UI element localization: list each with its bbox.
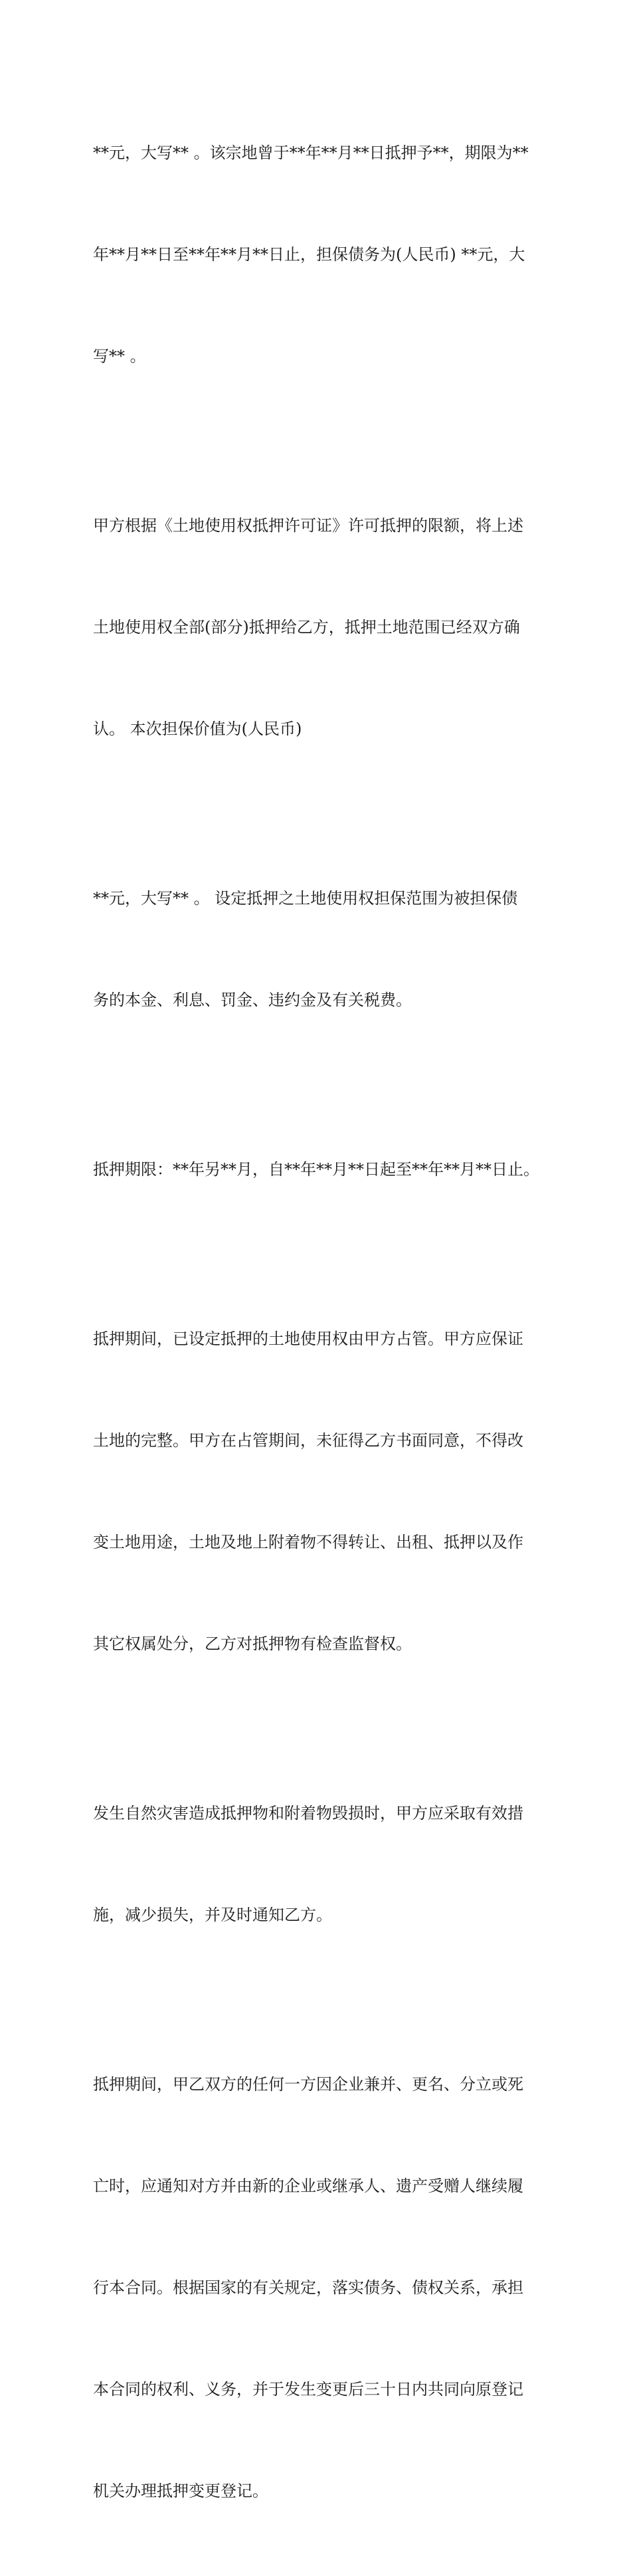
text-line: 写** 。 <box>93 347 146 365</box>
paragraph-guarantee-scope <box>93 814 545 1085</box>
paragraph-mortgage-history <box>93 68 545 441</box>
text-line: 认。 本次担保价值为(人民币) <box>93 720 302 738</box>
text-line: 抵押期间，已设定抵押的土地使用权由甲方占管。甲方应保证 <box>93 1330 523 1348</box>
text-line: 甲方根据《土地使用权抵押许可证》许可抵押的限额，将上述 <box>93 516 523 535</box>
paragraph-possession <box>93 1254 545 1729</box>
text-line: 务的本金、利息、罚金、违约金及有关税费。 <box>93 991 412 1009</box>
text-line: 变土地用途，土地及地上附着物不得转让、出租、抵押以及作 <box>93 1533 523 1551</box>
text-line: 行本合同。根据国家的有关规定，落实债务、债权关系，承担 <box>93 2278 523 2297</box>
text-line: 抵押期限：**年另**月，自**年**月**日起至**年**月**日止。 <box>93 1160 539 1179</box>
text-line: 年**月**日至**年**月**日止，担保债务为(人民币) **元，大 <box>93 245 525 264</box>
document-body <box>93 68 545 2576</box>
text-line: 施，减少损失，并及时通知乙方。 <box>93 1906 332 1924</box>
text-line: 其它权属处分，乙方对抵押物有检查监督权。 <box>93 1635 412 1653</box>
text-line: **元，大写** 。 设定抵押之土地使用权担保范围为被担保债 <box>93 889 518 908</box>
text-line: **元，大写** 。该宗地曾于**年**月**日抵押予**，期限为** <box>93 144 529 162</box>
paragraph-natural-disaster <box>93 1729 545 2000</box>
text-line: 亡时，应通知对方并由新的企业或继承人、遗产受赠人继续履 <box>93 2177 523 2195</box>
text-line: 本合同的权利、义务，并于发生变更后三十日内共同向原登记 <box>93 2380 523 2399</box>
text-line: 土地使用权全部(部分)抵押给乙方，抵押土地范围已经双方确 <box>93 618 520 637</box>
text-line: 机关办理抵押变更登记。 <box>93 2482 268 2500</box>
text-line: 抵押期间，甲乙双方的任何一方因企业兼并、更名、分立或死 <box>93 2075 523 2094</box>
text-line: 发生自然灾害造成抵押物和附着物毁损时，甲方应采取有效措 <box>93 1804 523 1823</box>
paragraph-mortgage-limit <box>93 441 545 814</box>
text-line: 土地的完整。甲方在占管期间，未征得乙方书面同意，不得改 <box>93 1431 523 1450</box>
paragraph-mortgage-term <box>93 1085 545 1254</box>
paragraph-party-change <box>93 2000 545 2576</box>
